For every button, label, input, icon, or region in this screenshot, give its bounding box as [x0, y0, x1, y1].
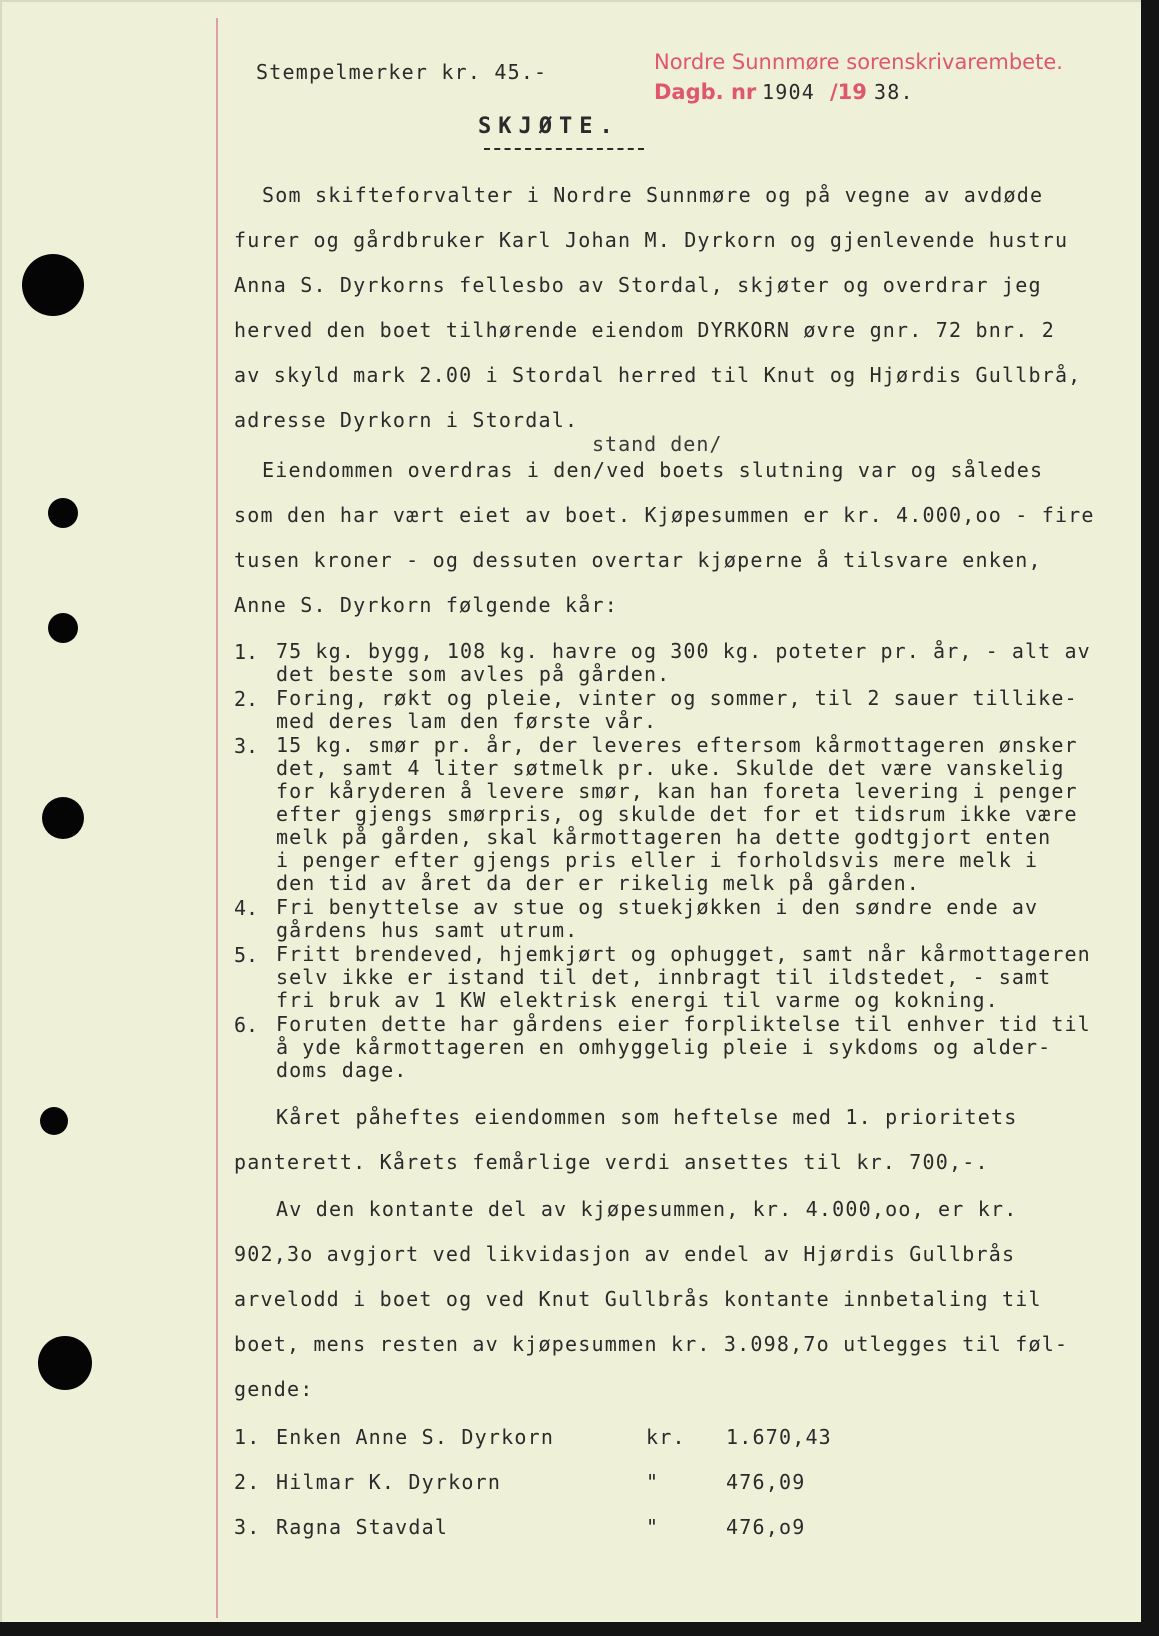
- punch-hole: [42, 797, 84, 839]
- recipient-row: [234, 1505, 1134, 1550]
- list-item: [234, 943, 1134, 1012]
- recipient-currency: kr.: [646, 1425, 686, 1449]
- text-line: 902,3o avgjort ved likvidasjon av endel av Hjørdis Gullbrås: [234, 1242, 1016, 1266]
- text-line: Foring, røkt og pleie, vinter og sommer, til 2 sauer tillike-: [276, 686, 1078, 710]
- diary-year-prefix: /19: [830, 80, 867, 104]
- text-line: Kåret påheftes eiendommen som heftelse med 1. prioritets: [276, 1105, 1018, 1129]
- paragraph-lien: [234, 1095, 1134, 1185]
- recipient-amount: 476,o9: [726, 1515, 806, 1539]
- text-line: Anne S. Dyrkorn følgende kår:: [234, 593, 618, 617]
- scan-edge: [1141, 0, 1159, 1636]
- text-line: Eiendommen overdras i den/ved boets slutning var og således: [262, 458, 1044, 482]
- item-number: 4.: [234, 896, 259, 920]
- recipient-currency: ": [646, 1515, 660, 1539]
- text-line: efter gjengs smørpris, og skulde det for et tidsrum ikke være: [276, 802, 1078, 826]
- recipient-number: 3.: [234, 1515, 261, 1539]
- recipient-name: Ragna Stavdal: [276, 1515, 449, 1539]
- stamp-fee: Stempelmerker kr. 45.-: [256, 60, 548, 84]
- text-line: adresse Dyrkorn i Stordal.: [234, 408, 579, 432]
- text-line: å yde kårmottageren en omhyggelig pleie i sykdoms og alder-: [276, 1035, 1052, 1059]
- punch-hole: [48, 498, 78, 528]
- recipient-number: 1.: [234, 1425, 261, 1449]
- handwritten-insertion: stand den/: [592, 432, 723, 456]
- text-line: gende:: [234, 1377, 314, 1401]
- text-line: Foruten dette har gårdens eier forpliktelse til enhver tid til: [276, 1012, 1091, 1036]
- text-line: selv ikke er istand til det, innbragt til ildstedet, - samt: [276, 965, 1052, 989]
- title-underline: [484, 148, 644, 150]
- text-line: furer og gårdbruker Karl Johan M. Dyrkorn og gjenlevende hustru: [234, 228, 1069, 252]
- text-line: i penger efter gjengs pris eller i forholdsvis mere melk i: [276, 848, 1039, 872]
- text-line: Fritt brendeved, hjemkjørt og ophugget, samt når kårmottageren: [276, 942, 1091, 966]
- list-item: [234, 896, 1134, 942]
- item-number: 2.: [234, 687, 259, 711]
- list-item: [234, 734, 1134, 895]
- text-line: fri bruk av 1 KW elektrisk energi til varme og kokning.: [276, 988, 999, 1012]
- text-line: 75 kg. bygg, 108 kg. havre og 300 kg. poteter pr. år, - alt av: [276, 639, 1091, 663]
- paragraph-intro: [234, 173, 1134, 443]
- text-line: Fri benyttelse av stue og stuekjøkken i den søndre ende av: [276, 895, 1039, 919]
- text-line: boet, mens resten av kjøpesummen kr. 3.098,7o utlegges til føl-: [234, 1332, 1069, 1356]
- page-title: SKJØTE.: [478, 114, 620, 139]
- text-line: 15 kg. smør pr. år, der leveres eftersom kårmottageren ønsker: [276, 733, 1078, 757]
- diary-number: 1904: [762, 80, 815, 104]
- recipients-list: [234, 1415, 1134, 1550]
- paragraph-transfer: [234, 448, 1134, 628]
- margin-line: [216, 18, 218, 1618]
- paragraph-payment: [234, 1187, 1134, 1412]
- text-line: den tid av året da der er rikelig melk på gården.: [276, 871, 920, 895]
- punch-hole: [40, 1107, 68, 1135]
- scan-edge: [0, 1622, 1159, 1636]
- recipient-amount: 476,09: [726, 1470, 806, 1494]
- text-line: av skyld mark 2.00 i Stordal herred til Knut og Hjørdis Gullbrå,: [234, 363, 1082, 387]
- item-number: 1.: [234, 640, 259, 664]
- list-item: [234, 1013, 1134, 1082]
- list-item: [234, 687, 1134, 733]
- recipient-name: Enken Anne S. Dyrkorn: [276, 1425, 555, 1449]
- punch-hole: [38, 1336, 92, 1390]
- text-line: det, samt 4 liter søtmelk pr. uke. Skulde det være vanskelig: [276, 756, 1065, 780]
- recipient-number: 2.: [234, 1470, 261, 1494]
- text-line: for kåryderen å levere smør, kan han foreta levering i penger: [276, 779, 1078, 803]
- obligations-list: [234, 640, 1134, 1083]
- recipient-amount: 1.670,43: [726, 1425, 832, 1449]
- text-line: Av den kontante del av kjøpesummen, kr. 4.000,oo, er kr.: [276, 1197, 1018, 1221]
- recipient-row: [234, 1415, 1134, 1460]
- text-line: herved den boet tilhørende eiendom DYRKORN øvre gnr. 72 bnr. 2: [234, 318, 1055, 342]
- text-line: doms dage.: [276, 1058, 408, 1082]
- item-number: 3.: [234, 734, 259, 758]
- item-number: 6.: [234, 1013, 259, 1037]
- text-line: gårdens hus samt utrum.: [276, 918, 579, 942]
- recipient-currency: ": [646, 1470, 660, 1494]
- text-line: med deres lam den første vår.: [276, 709, 658, 733]
- text-line: melk på gården, skal kårmottageren ha dette godtgjort enten: [276, 825, 1052, 849]
- item-number: 5.: [234, 943, 259, 967]
- text-line: panterett. Kårets femårlige verdi ansettes til kr. 700,-.: [234, 1150, 989, 1174]
- list-item: [234, 640, 1134, 686]
- punch-hole: [48, 613, 78, 643]
- diary-year: 38.: [874, 80, 914, 104]
- recipient-row: [234, 1460, 1134, 1505]
- text-line: som den har vært eiet av boet. Kjøpesummen er kr. 4.000,oo - fire: [234, 503, 1095, 527]
- diary-number-prefix: Dagb. nr: [654, 80, 757, 104]
- text-line: Anna S. Dyrkorns fellesbo av Stordal, skjøter og overdrar jeg: [234, 273, 1042, 297]
- text-line: arvelodd i boet og ved Knut Gullbrås kontante innbetaling til: [234, 1287, 1042, 1311]
- text-line: tusen kroner - og dessuten overtar kjøperne å tilsvare enken,: [234, 548, 1042, 572]
- recipient-name: Hilmar K. Dyrkorn: [276, 1470, 502, 1494]
- office-stamp: Nordre Sunnmøre sorenskrivarembete.: [654, 50, 1063, 74]
- text-line: det beste som avles på gården.: [276, 662, 671, 686]
- text-line: Som skifteforvalter i Nordre Sunnmøre og på vegne av avdøde: [262, 183, 1044, 207]
- punch-hole: [22, 254, 84, 316]
